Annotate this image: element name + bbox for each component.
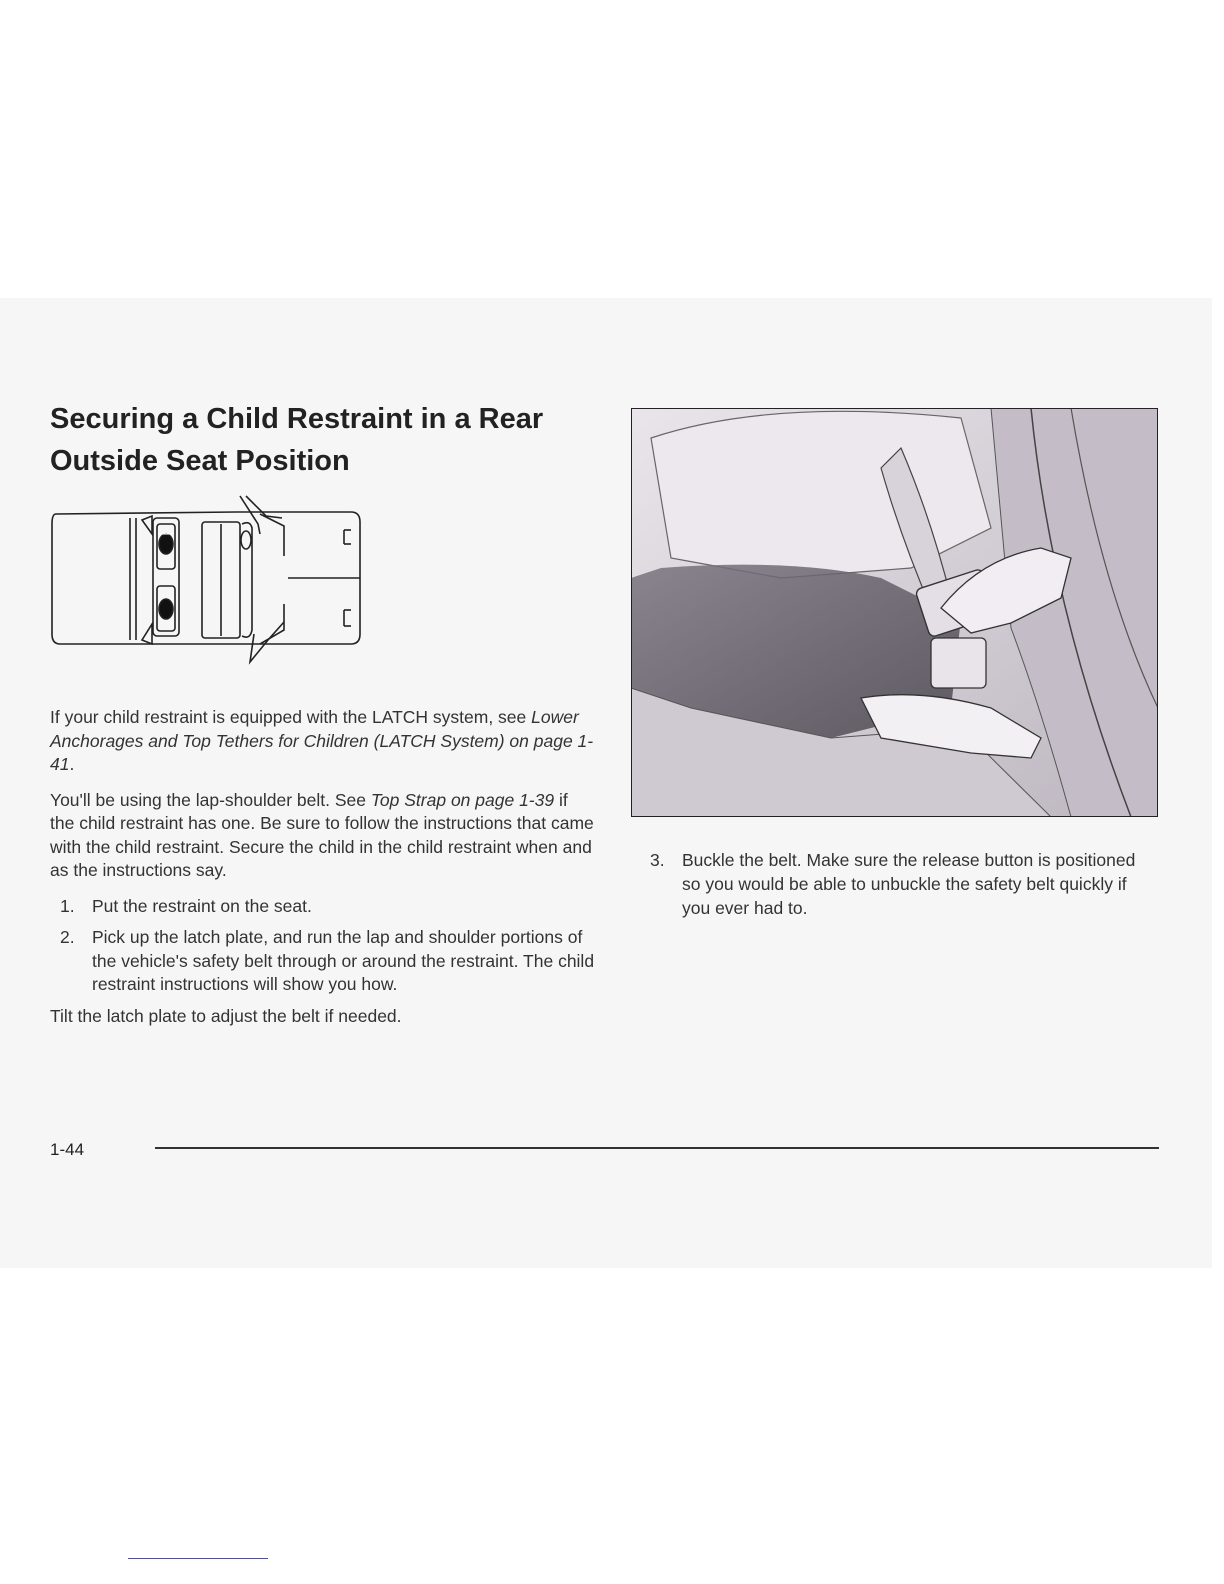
latch-reference-link[interactable]: Lower Anchorages and Top Tethers for Children (LATCH System) on page 1-41 [50, 707, 594, 774]
latch-paragraph [50, 706, 595, 777]
step-text: Buckle the belt. Make sure the release button is positioned so you would be able to unbuckle the safety belt quickly if you ever had to. [682, 850, 1136, 918]
lap-shoulder-end: if the child restraint has one. Be sure to follow the instructions that came with the child restraint. Secure the child in the child restraint when and as the instructions say. [50, 789, 594, 880]
step-3 [640, 848, 1140, 920]
latch-text: If your child restraint is equipped with the LATCH system, see [50, 707, 532, 727]
lap-shoulder-paragraph [50, 789, 595, 883]
page-number: 1-44 [50, 1140, 85, 1159]
lap-shoulder-text: You'll be using the lap-shoulder belt. See [50, 789, 371, 810]
step-number: 1. [60, 895, 75, 916]
step-2-note: Tilt the latch plate to adjust the belt if needed. [50, 1005, 402, 1026]
top-strap-reference-link[interactable]: Top Strap on page 1-39 [370, 789, 555, 810]
car-top-view-icon [46, 494, 368, 666]
step-1 [50, 895, 595, 919]
right-column [640, 848, 1140, 928]
latch-end: . [69, 754, 75, 774]
left-column [50, 706, 595, 1040]
step-text: Pick up the latch plate, and run the lap and shoulder portions of the vehicle's safety belt through or around the restraint. The child restraint instructions will show you how. [92, 927, 595, 994]
footer-divider [155, 1147, 1159, 1149]
step-number: 2. [60, 927, 75, 947]
step-number: 3. [650, 850, 665, 870]
buckling-belt-photo [631, 408, 1158, 817]
step-2 [50, 926, 595, 997]
step-text: Put the restraint on the seat. [92, 895, 312, 916]
page-heading: Securing a Child Restraint in a Rear Outside Seat Position [50, 403, 544, 477]
bottom-divider [128, 1558, 268, 1559]
